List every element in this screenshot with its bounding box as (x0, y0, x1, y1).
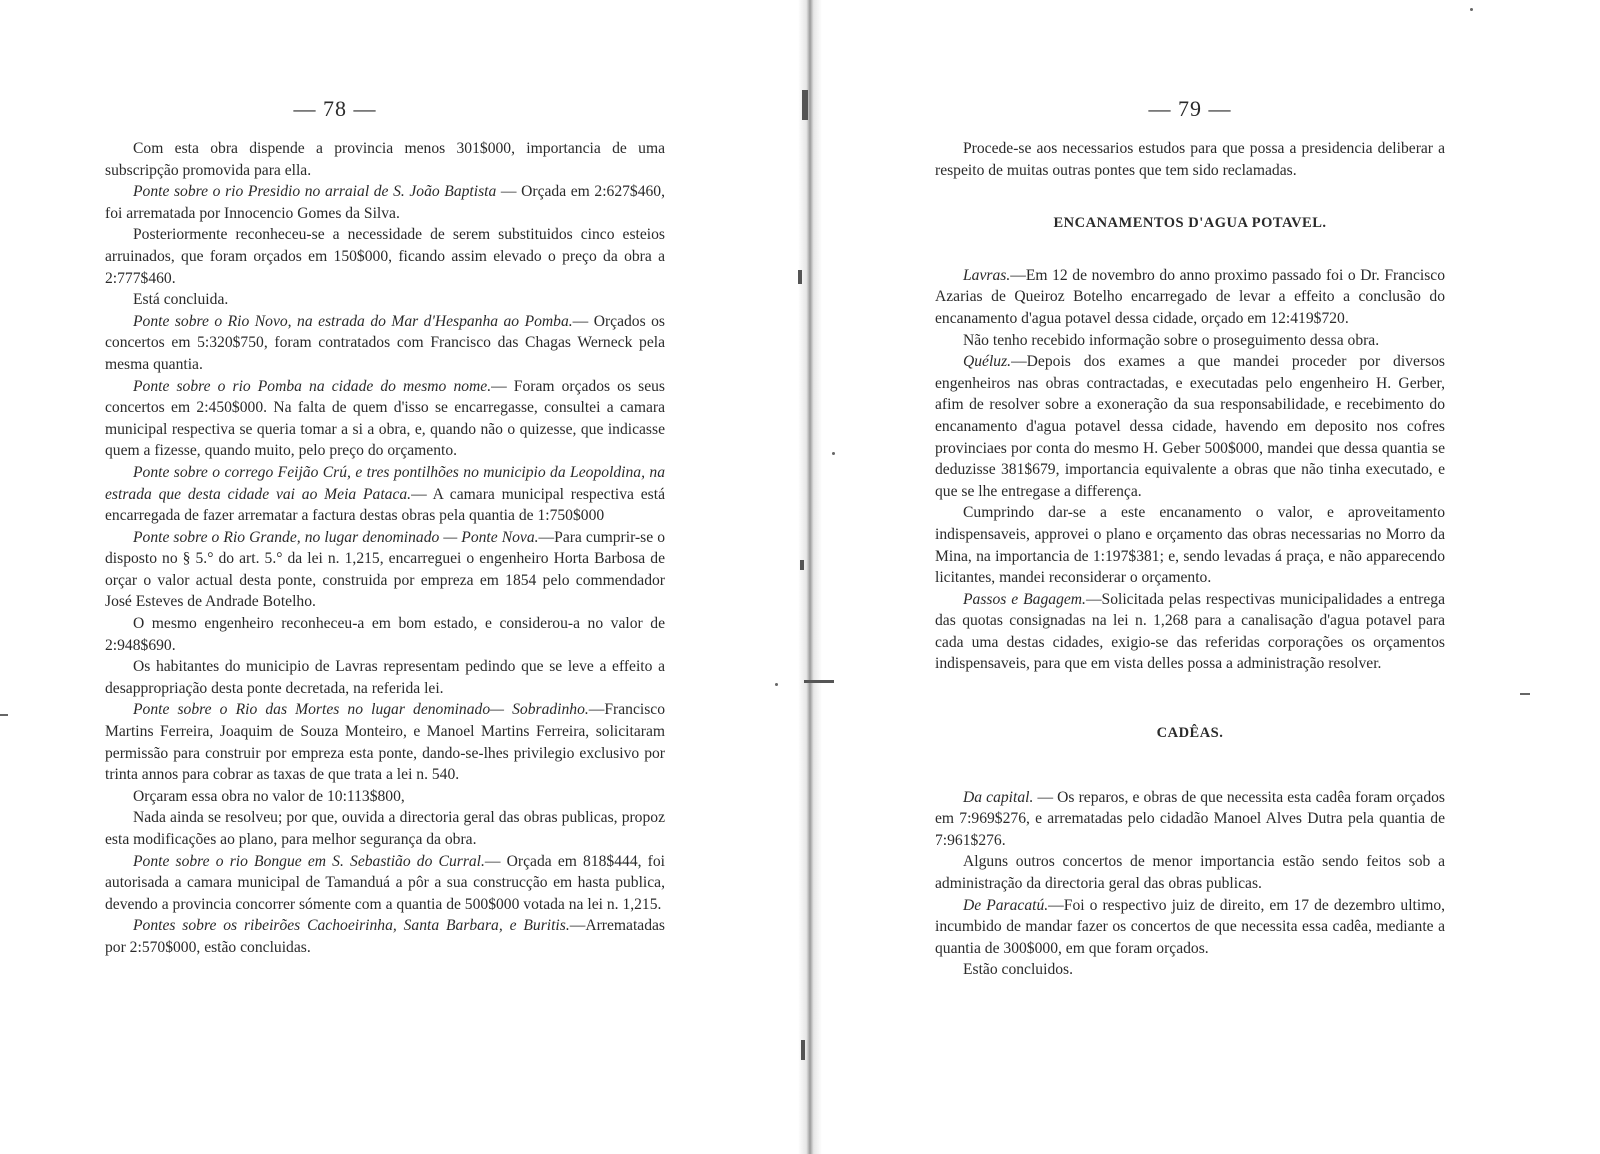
paper-speck (775, 683, 778, 686)
paragraph (935, 851, 1445, 894)
section-heading-water: ENCANAMENTOS D'AGUA POTAVEL. (1053, 215, 1327, 232)
paragraph (935, 589, 1445, 675)
paper-speck (0, 714, 8, 716)
paragraph-text: — Orçados os concertos em 5:320$750, foram contratados com Francisco das Chagas Werneck pela mesma quantia. (105, 312, 665, 373)
paragraph-text: Estão concluidos. (963, 961, 1074, 979)
paragraph (935, 959, 1445, 981)
paragraph-title: Lavras. (963, 266, 1011, 284)
binding-mark (798, 270, 802, 284)
paragraph (105, 311, 665, 376)
paragraph-text: Com esta obra dispende a provincia menos 301$000, importancia de uma subscripção promovida para ella. (105, 140, 665, 179)
paragraph (935, 330, 1445, 352)
paragraph (105, 289, 665, 311)
paragraph-text: —Solicitada pelas respectivas municipalidades a entrega das quotas consignadas na lei n. 1,268 para a canalisação d'agua potavel para cada uma destas cidades, exigio-se das referidas corporações os orçamentos indispensaveis, para que em vista delles possa a administração resolver. (935, 590, 1445, 673)
paragraph-title: Da capital. (963, 788, 1034, 806)
paragraph (105, 656, 665, 699)
binding-mark (802, 90, 808, 120)
paragraph-text: —Em 12 de novembro do anno proximo passado foi o Dr. Francisco Azarias de Queiroz Botelho encarregado de levar a effeito a conclusão do encanamento d'agua potavel dessa cidade, orçado em 12:419$720. (935, 266, 1445, 327)
paragraph-title: De Paracatú. (963, 896, 1049, 914)
book-gutter (798, 0, 822, 1154)
page-number: — 78 — (293, 96, 377, 121)
paragraph (105, 181, 665, 224)
paragraph-text: Procede-se aos necessarios estudos para que possa a presidencia deliberar a respeito de muitas outras pontes que tem sido reclamadas. (935, 140, 1445, 179)
paragraph-text: —Francisco Martins Ferreira, Joaquim de Souza Monteiro, e Manoel Martins Ferreira, solicitaram permissão para construir por empreza esta ponte, dando-se-lhes privilegio exclusivo por trinta annos para cobrar as taxas de que trata a lei n. 540. (105, 701, 665, 784)
paragraph-title: Ponte sobre o Rio das Mortes no lugar denominado— Sobradinho. (133, 701, 589, 719)
left-page (105, 96, 665, 959)
paragraph (935, 351, 1445, 502)
intro-section (935, 138, 1445, 181)
paragraph (105, 915, 665, 958)
paragraph-title: Ponte sobre o corrego Feijão Crú, e tres pontilhões no municipio da Leopoldina, na estrada que desta cidade vai ao Meia Pataca. (105, 463, 665, 503)
paragraph (105, 462, 665, 527)
right-page (935, 96, 1445, 981)
jails-section (935, 787, 1445, 981)
paragraph-text: —Arrematadas por 2:570$000, estão concluidas. (105, 917, 665, 956)
paragraph (105, 699, 665, 785)
paragraph (105, 138, 665, 181)
paragraph-title: Ponte sobre o rio Presidio no arraial de S. João Baptista (133, 183, 497, 201)
paragraph-text: Posteriormente reconheceu-se a necessidade de serem substituidos cinco esteios arruinados, que foram orçados em 150$000, ficando assim elevado o preço da obra a 2:777$460. (105, 226, 665, 287)
paragraph (105, 224, 665, 289)
paragraph-text: — A camara municipal respectiva está encarregada de fazer arrematar a factura destas obras pela quantia de 1:750$000 (105, 485, 665, 525)
paragraph-text: — Orçada em 2:627$460, foi arrematada por Innocencio Gomes da Silva. (105, 183, 665, 222)
paragraph-title: Ponte sobre o rio Pomba na cidade do mesmo nome. (133, 377, 492, 395)
paragraph-title: Ponte sobre o Rio Novo, na estrada do Mar d'Hespanha ao Pomba. (133, 312, 573, 330)
paragraph (105, 613, 665, 656)
paragraph-text: Alguns outros concertos de menor importancia estão sendo feitos sob a administração da directoria geral das obras publicas. (935, 853, 1445, 893)
paragraph-text: O mesmo engenheiro reconheceu-a em bom estado, e considerou-a no valor de 2:948$690. (105, 615, 665, 654)
paragraph-text: — Orçada em 818$444, foi autorisada a camara municipal de Tamanduá a pôr a sua construcção em hasta publica, devendo a provincia concorrer sómente com a quantia de 500$000 votada na lei n. 1,215. (105, 852, 665, 913)
binding-mark (804, 680, 834, 683)
binding-mark (800, 560, 804, 570)
section-heading-jails: CADÊAS. (1156, 725, 1224, 742)
paragraph-text: Está concluida. (133, 291, 229, 309)
paragraph-text: Os habitantes do municipio de Lavras representam pedindo que se leve a effeito a desappropriação desta ponte decretada, na referida lei. (105, 658, 665, 697)
paragraph-text: Cumprindo dar-se a este encanamento o valor, e aproveitamento indispensaveis, approvei o plano e orçamento das obras necessarias no Morro da Mina, na importancia de 1:197$381; e, sendo levadas á praça, e não apparecendo licitantes, mandei reconsiderar o orçamento. (935, 504, 1445, 587)
paragraph (935, 895, 1445, 960)
paragraph-text: —Foi o respectivo juiz de direito, em 17 de dezembro ultimo, incumbido de mandar fazer os concertos de que necessita essa cadêa, mediante a quantia de 300$000, em que foram orçados. (935, 896, 1446, 957)
paragraph-text: Nada ainda se resolveu; por que, ouvida a directoria geral das obras publicas, propoz esta modificações ao plano, para melhor segurança da obra. (105, 809, 665, 848)
binding-mark (801, 1040, 805, 1060)
paragraph-text: — Foram orçados os seus concertos em 2:450$000. Na falta de quem d'isso se encarregasse, consultei a camara municipal respectiva se queria tomar a si a obra, e, quando não o quizesse, que indicasse quem a fizesse, quando muito, pelo preço do orçamento. (105, 377, 665, 460)
paragraph (935, 502, 1445, 588)
paragraph (105, 851, 665, 916)
paragraph-text: —Para cumprir-se o disposto no § 5.° do art. 5.° da lei n. 1,215, encarreguei o engenheiro Horta Barbosa de orçar o valor actual desta ponte, construida por empreza em 1854 pelo commendador José Esteves de Andrade Botelho. (105, 528, 665, 611)
water-section (935, 265, 1445, 675)
paragraph (105, 527, 665, 613)
paragraph (105, 786, 665, 808)
paragraph-title: Passos e Bagagem. (963, 590, 1086, 608)
paragraph-title: Ponte sobre o rio Bongue em S. Sebastião do Curral. (133, 852, 485, 870)
paper-speck (832, 452, 835, 455)
paragraph-title: Quéluz. (963, 353, 1012, 371)
paper-speck (1470, 8, 1473, 11)
paragraph (935, 265, 1445, 330)
paragraph (105, 376, 665, 462)
paragraph (935, 138, 1445, 181)
page-number: — 79 — (1148, 96, 1232, 121)
paragraph-text: Não tenho recebido informação sobre o proseguimento dessa obra. (963, 331, 1380, 349)
paper-speck (1520, 693, 1530, 695)
paragraph-title: Pontes sobre os ribeirões Cachoeirinha, Santa Barbara, e Buritis. (133, 917, 570, 935)
paragraph-title: Ponte sobre o Rio Grande, no lugar denominado — Ponte Nova. (133, 528, 539, 546)
paragraph-text: —Depois dos exames a que mandei proceder por diversos engenheiros nas obras contractadas, e executadas pelo engenheiro H. Gerber, afim de resolver sobre a exoneração da sua responsabilidade, e recebimento do encanamento d'agua potavel dessa cidade, havendo em deposito nos cofres provinciaes por conta do mesmo H. Geber 500$000, mandei que dessa quantia se deduzisse 381$679, importancia equivalente a obras que não tinha executado, e que se lhe entregase a differença. (935, 353, 1445, 500)
paragraph (105, 807, 665, 850)
paragraph (935, 787, 1445, 852)
paragraph-text: — Os reparos, e obras de que necessita esta cadêa foram orçados em 7:969$276, e arrematadas pelo cidadão Manoel Alves Dutra pela quantia de 7:961$276. (935, 788, 1445, 849)
paragraph-text: Orçaram essa obra no valor de 10:113$800, (133, 787, 405, 805)
